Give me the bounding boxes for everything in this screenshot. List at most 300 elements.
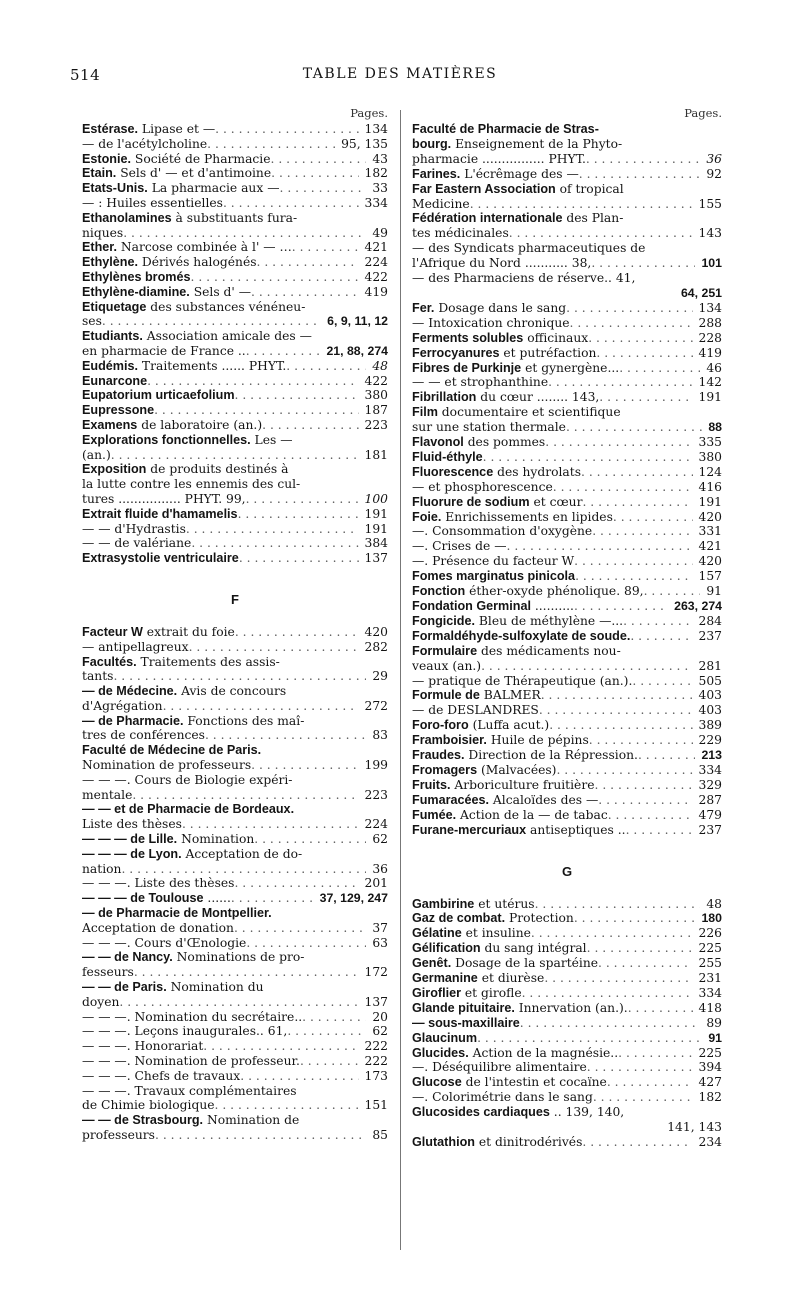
entry-description: niques <box>82 225 124 240</box>
page-reference: 394 <box>698 1060 722 1075</box>
index-entry <box>82 196 388 211</box>
entry-headword: Glaucinum <box>412 1030 478 1045</box>
index-entry <box>82 758 388 773</box>
entry-text <box>82 240 359 255</box>
page-reference: 91 <box>706 584 722 599</box>
entry-text <box>412 524 693 539</box>
entry-description: pharmacie ................ PHYT. <box>412 151 586 166</box>
entry-text <box>412 226 693 241</box>
page-reference: 92 <box>706 166 722 181</box>
entry-description: — — —. Cours d'Œnologie <box>82 935 247 950</box>
entry-description: Dosage de la spartéine <box>451 956 599 971</box>
page-header <box>0 66 800 88</box>
entry-text <box>412 748 695 763</box>
page-reference: 420 <box>698 554 722 569</box>
entry-text <box>412 1135 693 1150</box>
entry-text <box>82 314 321 329</box>
page-reference: 419 <box>364 284 388 299</box>
index-entry <box>412 182 722 197</box>
page-reference: 334 <box>364 195 388 210</box>
index-entry <box>82 359 388 374</box>
entry-text <box>82 359 366 374</box>
entry-text <box>412 167 700 182</box>
page-reference: 187 <box>364 403 388 418</box>
index-entry <box>82 936 388 951</box>
entry-text <box>82 462 382 477</box>
index-entry <box>82 714 388 729</box>
index-entry <box>412 495 722 510</box>
entry-text <box>412 331 693 346</box>
index-entry <box>412 703 722 718</box>
index-entry <box>82 536 388 551</box>
entry-text <box>412 584 700 599</box>
entry-description: — et phosphorescence <box>412 479 553 494</box>
entry-text <box>412 316 693 331</box>
index-entry <box>412 733 722 748</box>
entry-description: tres de conférences <box>82 728 205 743</box>
index-entry <box>82 522 388 537</box>
entry-description: Dérivés halogénés <box>138 255 257 270</box>
pages-label: Pages. <box>350 106 388 120</box>
index-entry <box>82 699 388 714</box>
entry-description: Fonctions des maî- <box>183 713 305 728</box>
entry-headword: — — — de Lille. <box>82 832 178 847</box>
entry-text <box>82 1054 359 1069</box>
entry-description: — des Pharmaciens de réserve.. 41, <box>412 271 636 286</box>
entry-text <box>82 522 359 537</box>
entry-description: — antipellagreux <box>82 639 189 654</box>
entry-headword: Gélatine <box>412 926 462 941</box>
entry-text <box>82 403 359 418</box>
index-entry <box>82 995 388 1010</box>
page-reference: 288 <box>698 315 722 330</box>
entry-description: à substituants fura- <box>171 210 298 225</box>
index-entry <box>412 569 722 584</box>
entry-description: — Intoxication chronique <box>412 315 570 330</box>
entry-headword: Estérase. <box>82 122 139 136</box>
entry-description: officinaux <box>523 330 589 345</box>
page-reference: 173 <box>364 1068 388 1083</box>
page-reference: 403 <box>698 703 722 718</box>
entry-headword: Explorations fonctionnelles. <box>82 432 251 447</box>
entry-headword: Eunarcone <box>82 373 148 388</box>
entry-text <box>82 344 320 359</box>
page-reference: 237 <box>698 628 722 643</box>
entry-text <box>82 980 382 995</box>
running-title: TABLE DES MATIÈRES <box>302 66 498 82</box>
page-reference: 48 <box>706 896 722 911</box>
entry-text <box>82 152 366 167</box>
entry-description: Direction de la Répression. <box>464 748 638 763</box>
entry-headword: Fumée. <box>412 807 457 822</box>
index-entry <box>82 773 388 788</box>
entry-headword: Faculté de Médecine de Paris. <box>82 743 262 758</box>
entry-headword: — — et de Pharmacie de Bordeaux. <box>82 802 295 817</box>
page-reference: 380 <box>364 388 388 403</box>
entry-headword: bourg. <box>412 136 452 151</box>
index-entry <box>412 1001 722 1016</box>
entry-headword: Far Eastern Association <box>412 181 556 196</box>
entry-text <box>82 418 359 433</box>
entry-description: .. 139, 140, <box>549 1105 625 1120</box>
index-entry <box>82 240 388 255</box>
entry-headword: Etain. <box>82 166 117 181</box>
entry-description: —. Présence du facteur W <box>412 554 575 569</box>
entry-headword: Foro-foro <box>412 718 469 733</box>
entry-headword: — — de Nancy. <box>82 950 173 965</box>
entry-text <box>82 1113 382 1128</box>
entry-description: — de DESLANDRES <box>412 703 539 718</box>
entry-headword: Fromagers <box>412 762 478 777</box>
page-reference: 281 <box>698 658 722 673</box>
page-reference: 134 <box>698 300 722 315</box>
right-entries-g <box>412 897 722 1150</box>
index-entry <box>412 793 722 808</box>
page-reference: 21, 88, 274 <box>326 343 388 358</box>
entry-headword: Fédération internationale <box>412 211 563 226</box>
entry-headword: Eudémis. <box>82 358 138 373</box>
index-entry <box>412 510 722 525</box>
entry-text <box>82 728 366 743</box>
index-entry <box>82 950 388 965</box>
entry-text <box>412 823 693 838</box>
page-reference: 191 <box>364 521 388 536</box>
entry-text <box>412 688 693 703</box>
entry-description: —. Déséquilibre alimentaire <box>412 1060 587 1075</box>
entry-text <box>412 197 693 212</box>
index-entry <box>82 876 388 891</box>
entry-description: Bleu de méthylène —... <box>474 613 624 628</box>
entry-text <box>412 1060 693 1075</box>
index-entry <box>412 1120 722 1135</box>
entry-headword: Examens <box>82 417 138 432</box>
entry-description: — — —. Nomination de professeur. <box>82 1054 300 1069</box>
index-entry <box>82 1113 388 1128</box>
index-entry <box>412 674 722 689</box>
entry-text <box>412 808 693 823</box>
entry-text <box>82 921 366 936</box>
index-entry <box>82 906 388 921</box>
index-entry <box>82 817 388 832</box>
page-reference: 213 <box>701 748 722 763</box>
entry-headword: Fondation Germinal <box>412 599 531 613</box>
entry-description: antiseptiques .. <box>526 822 626 837</box>
index-entry <box>412 554 722 569</box>
entry-description: nation <box>82 861 122 876</box>
entry-headword: Flavonol <box>412 435 464 450</box>
entry-text <box>412 1001 693 1016</box>
entry-headword: Glutathion <box>412 1135 475 1149</box>
entry-headword: Fluorescence <box>412 464 494 479</box>
entry-description: sur une station thermale <box>412 420 566 435</box>
entry-description: tes médicinales <box>412 226 509 241</box>
entry-text <box>82 477 382 492</box>
index-entry <box>82 728 388 743</box>
index-entry <box>82 255 388 270</box>
page-reference: 172 <box>364 965 388 980</box>
index-entry <box>412 971 722 986</box>
entry-text <box>412 420 702 435</box>
page-reference: 228 <box>698 330 722 345</box>
entry-text <box>412 733 693 748</box>
index-entry <box>412 718 722 733</box>
entry-description: professeurs <box>82 1128 155 1142</box>
index-entry <box>82 1010 388 1025</box>
entry-description: et insuline <box>461 926 531 941</box>
entry-headword: Fruits. <box>412 777 451 792</box>
entry-description: — : Huiles essentielles <box>82 195 223 210</box>
right-column <box>412 104 722 1150</box>
index-entry <box>412 361 722 376</box>
index-entry <box>82 1098 388 1113</box>
index-entry <box>412 614 722 629</box>
entry-description: Les — <box>250 432 293 447</box>
page-reference: 143 <box>698 226 722 241</box>
entry-text <box>412 1016 700 1031</box>
entry-headword: — — — de Toulouse <box>82 891 204 906</box>
index-entry <box>412 659 722 674</box>
index-entry <box>82 374 388 389</box>
entry-text <box>412 1031 702 1046</box>
index-entry <box>412 941 722 956</box>
index-entry <box>82 492 388 507</box>
entry-description: Nomination du <box>166 980 264 995</box>
entry-description: Liste des thèses <box>82 817 182 832</box>
entry-description: — — —. Honorariat <box>82 1039 204 1054</box>
entry-headword: Gélification <box>412 941 481 956</box>
entry-text <box>412 1105 716 1120</box>
page-reference: 95, 135 <box>341 136 388 151</box>
index-entry <box>82 847 388 862</box>
index-entry <box>412 584 722 599</box>
index-entry <box>412 331 722 346</box>
entry-text <box>82 226 366 241</box>
column-divider <box>400 110 401 1250</box>
page-number: 514 <box>70 66 101 84</box>
entry-description: Avis de concours <box>177 684 287 699</box>
page-reference: 124 <box>698 464 722 479</box>
index-entry <box>82 684 388 699</box>
index-entry <box>82 152 388 167</box>
entry-description: la lutte contre les ennemis des cul- <box>82 477 301 492</box>
entry-text <box>412 390 693 405</box>
page-reference: 334 <box>698 762 722 777</box>
index-entry <box>412 1075 722 1090</box>
page-reference: 420 <box>698 509 722 524</box>
pages-label-right: Pages. <box>684 106 722 120</box>
index-entry <box>82 462 388 477</box>
entry-text <box>412 137 716 152</box>
entry-text <box>82 536 359 551</box>
index-entry <box>82 1024 388 1039</box>
index-entry <box>412 1135 722 1150</box>
entry-text <box>82 936 366 951</box>
entry-text <box>412 450 693 465</box>
entry-headword: Fer. <box>412 300 435 315</box>
entry-description: Innervation (an.). <box>514 1000 628 1015</box>
entry-description: Enseignement de la Phyto- <box>451 136 623 151</box>
entry-text <box>412 778 693 793</box>
index-entry <box>412 375 722 390</box>
index-entry <box>412 301 722 316</box>
index-entry <box>82 433 388 448</box>
entry-text <box>82 122 359 137</box>
entry-text <box>412 211 716 226</box>
page-reference: 191 <box>364 506 388 521</box>
entry-headword: Glande pituitaire. <box>412 1000 515 1015</box>
index-entry <box>412 808 722 823</box>
entry-description: Enrichissements en lipides <box>441 509 613 524</box>
entry-text <box>412 911 695 926</box>
page-reference: 231 <box>698 971 722 986</box>
entry-headword: Film <box>412 405 438 420</box>
index-entry <box>82 314 388 329</box>
entry-text <box>412 301 693 316</box>
page-reference: 287 <box>698 792 722 807</box>
entry-description: extrait du foie <box>142 624 235 639</box>
entry-description: Sels d' — <box>189 284 252 299</box>
entry-description: de laboratoire (an.) <box>137 417 263 432</box>
page-reference: 180 <box>701 911 722 926</box>
index-entry <box>82 743 388 758</box>
index-entry <box>412 420 722 435</box>
page-reference: 137 <box>364 551 388 566</box>
entry-description: L'écrêmage des — <box>460 166 579 181</box>
entry-headword: Farines. <box>412 166 461 181</box>
page-reference: 6, 9, 11, 12 <box>327 314 388 329</box>
entry-description: Narcose combinée à l' — … <box>117 240 292 255</box>
entry-description: of tropical <box>555 181 624 196</box>
entry-text <box>412 926 693 941</box>
entry-text <box>82 743 382 758</box>
entry-description: et gynergène... <box>521 360 620 375</box>
page-reference: 36 <box>372 861 388 876</box>
index-entry <box>412 152 722 167</box>
entry-description: de l'intestin et cocaïne <box>461 1075 607 1090</box>
index-entry <box>82 329 388 344</box>
entry-description: — des Syndicats pharmaceutiques de <box>412 241 646 256</box>
entry-text <box>412 510 693 525</box>
entry-headword: Extrait fluide d'hamamelis <box>82 506 238 521</box>
entry-headword: Fibrillation <box>412 390 477 405</box>
entry-description: Sels d' — et d'antimoine <box>116 166 272 181</box>
entry-text <box>412 956 693 971</box>
entry-description: (Luffa acut.) <box>468 718 550 733</box>
entry-headword: — — de Strasbourg. <box>82 1113 204 1128</box>
index-entry <box>82 211 388 226</box>
page-reference: 63 <box>372 935 388 950</box>
entry-text <box>82 196 359 211</box>
page-reference: 284 <box>698 613 722 628</box>
entry-description: et utérus <box>474 896 535 911</box>
index-entry <box>412 226 722 241</box>
entry-headword: Facteur W <box>82 624 143 639</box>
entry-headword: Fluorure de sodium <box>412 494 530 509</box>
entry-text <box>412 763 693 778</box>
entry-text <box>82 211 382 226</box>
entry-text <box>412 122 716 137</box>
entry-headword: Etats-Unis. <box>82 181 148 196</box>
index-entry <box>412 644 722 659</box>
index-entry <box>82 344 388 359</box>
entry-description: Traitements des assis- <box>136 654 280 669</box>
entry-headword: Fomes marginatus pinicola <box>412 569 576 584</box>
entry-headword: — — — de Lyon. <box>82 846 182 861</box>
index-entry <box>82 802 388 817</box>
index-entry <box>82 832 388 847</box>
entry-description: Huile de pépins <box>486 733 589 748</box>
entry-description: des hydrolats <box>493 464 582 479</box>
entry-text <box>82 1024 366 1039</box>
entry-text <box>412 941 693 956</box>
page-reference: 421 <box>364 240 388 255</box>
index-entry <box>412 1031 722 1046</box>
page-reference: 181 <box>364 447 388 462</box>
index-entry <box>412 926 722 941</box>
index-entry <box>412 911 722 926</box>
index-entry <box>82 1128 388 1143</box>
page-reference: 384 <box>364 536 388 551</box>
index-entry <box>412 435 722 450</box>
entry-text <box>82 714 382 729</box>
entry-description: Arboriculture fruitière <box>450 777 595 792</box>
page-reference: 155 <box>698 196 722 211</box>
entry-headword: Fonction <box>412 584 466 599</box>
entry-text <box>412 971 693 986</box>
entry-description: éther-oxyde phénolique. 89, <box>465 584 644 599</box>
page-reference: 237 <box>698 822 722 837</box>
entry-text <box>82 492 359 507</box>
index-entry <box>412 480 722 495</box>
page-reference: 282 <box>364 639 388 654</box>
index-entry <box>82 625 388 640</box>
entry-description: ses <box>82 314 102 329</box>
entry-text <box>412 435 693 450</box>
entry-headword: Etudiants. <box>82 329 143 344</box>
page-reference: 223 <box>364 417 388 432</box>
entry-headword: Ferments solubles <box>412 330 524 345</box>
entry-headword: Estonie. <box>82 151 131 166</box>
entry-description: (Malvacées) <box>477 762 557 777</box>
entry-headword: Extrasystolie ventriculaire <box>82 551 239 566</box>
entry-description: du cœur ........ 143, <box>476 390 600 405</box>
entry-text <box>82 684 382 699</box>
entry-text <box>412 659 693 674</box>
entry-text <box>412 629 693 644</box>
entry-description: La pharmacie aux — <box>147 181 280 196</box>
entry-headword: Glucosides cardiaques <box>412 1105 550 1120</box>
index-entry <box>412 450 722 465</box>
entry-text <box>82 1069 359 1084</box>
entry-text <box>82 448 359 463</box>
index-entry <box>82 477 388 492</box>
entry-text <box>82 773 382 788</box>
page-reference: 36 <box>706 151 722 166</box>
page-reference: 199 <box>364 758 388 773</box>
page-reference: 201 <box>364 876 388 891</box>
entry-description: veaux (an.) <box>412 658 482 673</box>
index-entry <box>412 524 722 539</box>
entry-text <box>82 995 359 1010</box>
entry-headword: Eupressone <box>82 403 155 418</box>
entry-description: Lipase et — <box>138 122 216 136</box>
entry-headword: Fongicide. <box>412 613 475 628</box>
index-entry <box>412 271 722 286</box>
entry-description: des substances vénéneu- <box>146 299 306 314</box>
index-entry <box>82 122 388 137</box>
page-reference: 479 <box>698 807 722 822</box>
entry-headword: Formaldéhyde-sulfoxylate de soude. <box>412 628 631 643</box>
